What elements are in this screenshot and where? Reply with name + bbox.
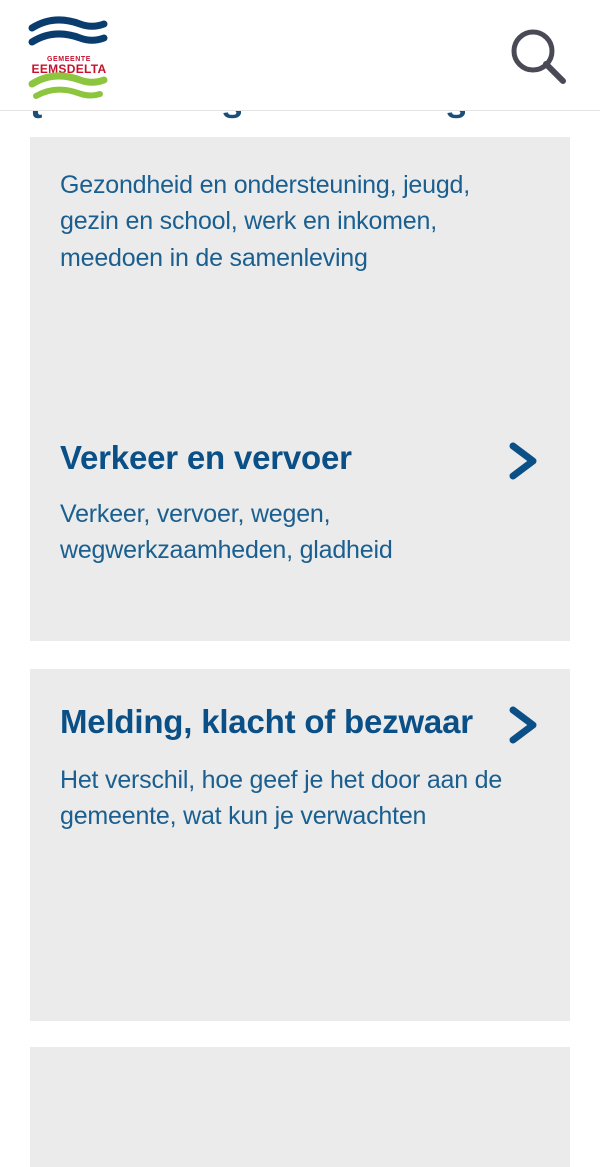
search-button[interactable] xyxy=(506,24,570,88)
chevron-right-icon xyxy=(506,441,540,481)
svg-text:GEMEENTE: GEMEENTE xyxy=(46,56,92,63)
topic-card-next[interactable] xyxy=(30,1047,570,1167)
chevron-right-icon xyxy=(506,705,540,745)
page-content xyxy=(0,111,600,1065)
topic-card-verkeer-en-vervoer[interactable] xyxy=(30,403,570,641)
topic-card-title: Melding, klacht of bezwaar xyxy=(60,703,473,740)
topic-card-description: Het verschil, hoe geef je het door aan de gemeente, wat kun je verwachten xyxy=(60,765,503,831)
topic-card-description: Verkeer, vervoer, wegen, wegwerkzaamheden, gladheid xyxy=(60,499,393,565)
svg-text:EEMSDELTA: EEMSDELTA xyxy=(31,62,107,76)
gemeente-eemsdelta-logo[interactable] xyxy=(26,14,112,98)
site-header xyxy=(0,0,600,111)
topic-card-description: Gezondheid en ondersteuning, jeugd, gezin en school, werk en inkomen, meedoen in de samenleving xyxy=(60,171,470,272)
search-icon xyxy=(506,24,570,88)
topic-card-melding-klacht-of-bezwaar[interactable] xyxy=(30,669,570,1021)
topic-card-title: Verkeer en vervoer xyxy=(60,439,352,476)
